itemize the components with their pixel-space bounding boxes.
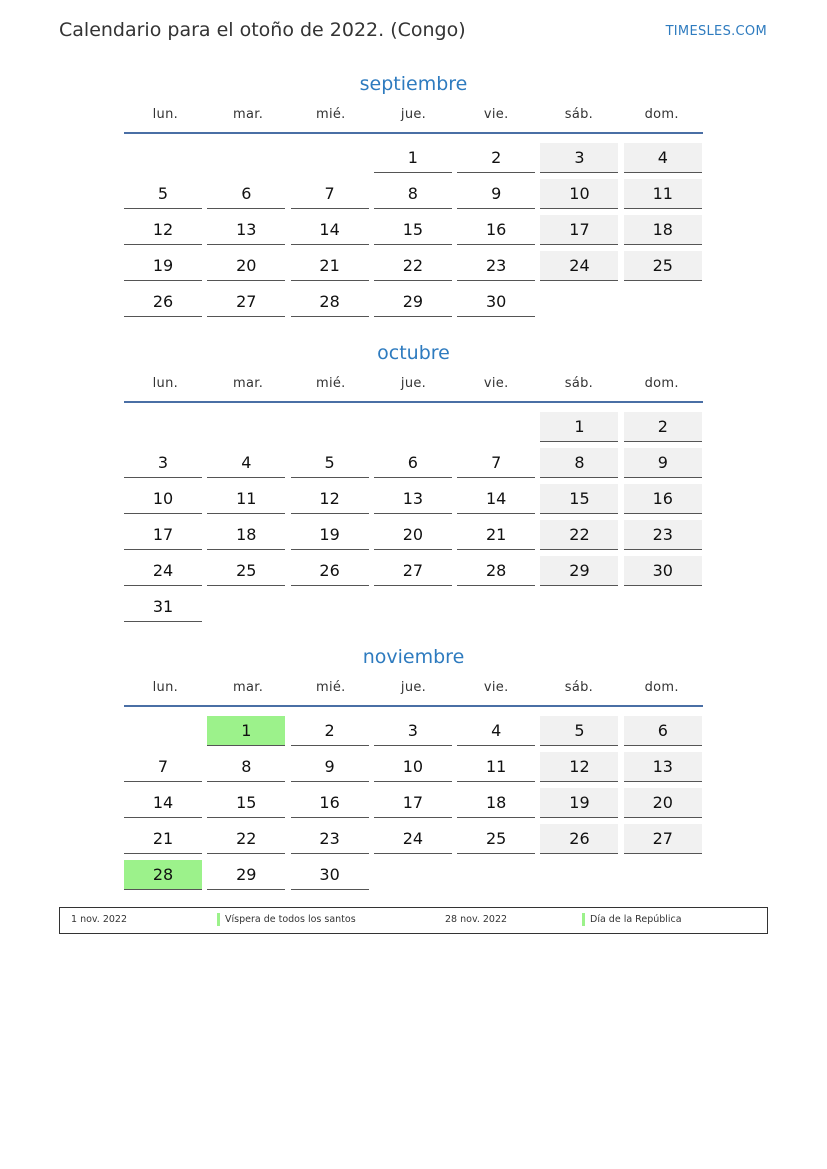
day-cell: 1 [374,143,452,173]
empty-day-cell [374,860,452,890]
week-row [124,174,703,210]
day-cell: 25 [207,556,285,586]
empty-day-cell [540,860,618,890]
empty-day-cell [457,860,535,890]
empty-day-cell [624,287,702,317]
weekday-header-row [124,106,703,134]
day-cell: 21 [457,520,535,550]
empty-day-cell [374,592,452,622]
week-row [124,551,703,587]
day-cell: 15 [540,484,618,514]
weekday-header-row [124,679,703,707]
day-cell: 14 [291,215,369,245]
empty-day-cell [457,412,535,442]
day-cell: 4 [207,448,285,478]
day-cell: 22 [374,251,452,281]
page-title: Calendario para el otoño de 2022. (Congo) [59,19,466,41]
empty-day-cell [291,143,369,173]
empty-day-cell [124,412,202,442]
day-cell: 8 [374,179,452,209]
day-cell: 3 [124,448,202,478]
week-row [124,747,703,783]
day-cell: 10 [374,752,452,782]
day-cell: 29 [540,556,618,586]
day-cell: 1 [540,412,618,442]
weekday-label: mar. [233,680,264,695]
day-cell: 30 [291,860,369,890]
holiday-day-cell: 1 [207,716,285,746]
weekday-header-row [124,375,703,403]
weeks-grid [124,138,703,318]
week-row [124,783,703,819]
week-row [124,210,703,246]
weeks-grid [124,711,703,891]
empty-day-cell [207,592,285,622]
day-cell: 3 [374,716,452,746]
empty-day-cell [124,716,202,746]
month-title: octubre [377,342,450,364]
empty-day-cell [540,592,618,622]
day-cell: 14 [457,484,535,514]
day-cell: 26 [540,824,618,854]
day-cell: 23 [457,251,535,281]
day-cell: 10 [124,484,202,514]
day-cell: 26 [291,556,369,586]
weekday-label: sáb. [564,107,594,122]
day-cell: 16 [291,788,369,818]
day-cell: 7 [124,752,202,782]
legend-date: 1 nov. 2022 [71,914,127,925]
holiday-color-swatch [582,913,585,926]
day-cell: 15 [374,215,452,245]
empty-day-cell [540,287,618,317]
week-row [124,138,703,174]
week-row [124,587,703,623]
day-cell: 2 [291,716,369,746]
weekday-label: vie. [483,107,509,122]
day-cell: 22 [540,520,618,550]
day-cell: 9 [624,448,702,478]
day-cell: 3 [540,143,618,173]
day-cell: 9 [457,179,535,209]
day-cell: 6 [374,448,452,478]
day-cell: 4 [624,143,702,173]
weekday-label: mar. [233,376,264,391]
week-row [124,282,703,318]
day-cell: 7 [457,448,535,478]
day-cell: 10 [540,179,618,209]
weekday-label: dom. [644,376,679,391]
day-cell: 19 [540,788,618,818]
day-cell: 28 [291,287,369,317]
weekday-label: vie. [483,376,509,391]
weekday-label: sáb. [564,680,594,695]
day-cell: 18 [624,215,702,245]
day-cell: 12 [540,752,618,782]
day-cell: 15 [207,788,285,818]
day-cell: 28 [457,556,535,586]
day-cell: 11 [624,179,702,209]
day-cell: 4 [457,716,535,746]
weekday-label: mié. [315,376,346,391]
empty-day-cell [624,860,702,890]
weekday-label: sáb. [564,376,594,391]
day-cell: 19 [291,520,369,550]
day-cell: 16 [624,484,702,514]
day-cell: 13 [374,484,452,514]
day-cell: 6 [624,716,702,746]
empty-day-cell [374,412,452,442]
legend-holiday-name: Día de la República [590,914,682,925]
month-block-octubre [124,339,703,623]
weekday-label: vie. [483,680,509,695]
day-cell: 13 [624,752,702,782]
day-cell: 18 [207,520,285,550]
day-cell: 27 [624,824,702,854]
day-cell: 17 [124,520,202,550]
holiday-legend [59,907,768,934]
day-cell: 31 [124,592,202,622]
day-cell: 13 [207,215,285,245]
weekday-label: dom. [644,680,679,695]
day-cell: 24 [124,556,202,586]
month-block-noviembre [124,643,703,891]
day-cell: 19 [124,251,202,281]
month-title: noviembre [362,646,465,668]
weekday-label: jue. [400,107,427,122]
day-cell: 9 [291,752,369,782]
weekday-label: jue. [400,376,427,391]
day-cell: 30 [457,287,535,317]
legend-holiday-name: Víspera de todos los santos [225,914,356,925]
day-cell: 23 [624,520,702,550]
weekday-label: lun. [152,107,179,122]
empty-day-cell [291,592,369,622]
weeks-grid [124,407,703,623]
day-cell: 12 [124,215,202,245]
week-row [124,443,703,479]
day-cell: 2 [624,412,702,442]
day-cell: 8 [540,448,618,478]
day-cell: 20 [374,520,452,550]
weekday-label: mié. [315,107,346,122]
empty-day-cell [624,592,702,622]
weekday-label: dom. [644,107,679,122]
month-title: septiembre [359,73,468,95]
empty-day-cell [291,412,369,442]
day-cell: 5 [291,448,369,478]
empty-day-cell [207,412,285,442]
day-cell: 25 [624,251,702,281]
day-cell: 24 [374,824,452,854]
legend-date: 28 nov. 2022 [445,914,508,925]
day-cell: 30 [624,556,702,586]
day-cell: 20 [207,251,285,281]
day-cell: 23 [291,824,369,854]
week-row [124,711,703,747]
day-cell: 8 [207,752,285,782]
week-row [124,515,703,551]
week-row [124,407,703,443]
week-row [124,819,703,855]
weekday-label: mié. [315,680,346,695]
day-cell: 5 [124,179,202,209]
empty-day-cell [457,592,535,622]
day-cell: 6 [207,179,285,209]
day-cell: 29 [374,287,452,317]
day-cell: 24 [540,251,618,281]
day-cell: 14 [124,788,202,818]
day-cell: 29 [207,860,285,890]
week-row [124,479,703,515]
weekday-label: lun. [152,680,179,695]
day-cell: 25 [457,824,535,854]
week-row [124,855,703,891]
weekday-label: jue. [400,680,427,695]
day-cell: 16 [457,215,535,245]
empty-day-cell [124,143,202,173]
day-cell: 20 [624,788,702,818]
holiday-day-cell: 28 [124,860,202,890]
day-cell: 26 [124,287,202,317]
weekday-label: lun. [152,376,179,391]
holiday-color-swatch [217,913,220,926]
day-cell: 18 [457,788,535,818]
day-cell: 17 [374,788,452,818]
site-link[interactable]: TIMESLES.COM [665,24,767,39]
day-cell: 7 [291,179,369,209]
month-block-septiembre [124,70,703,318]
day-cell: 17 [540,215,618,245]
day-cell: 21 [291,251,369,281]
day-cell: 27 [207,287,285,317]
day-cell: 21 [124,824,202,854]
weekday-label: mar. [233,107,264,122]
day-cell: 2 [457,143,535,173]
day-cell: 5 [540,716,618,746]
day-cell: 22 [207,824,285,854]
day-cell: 11 [207,484,285,514]
day-cell: 12 [291,484,369,514]
week-row [124,246,703,282]
empty-day-cell [207,143,285,173]
day-cell: 27 [374,556,452,586]
day-cell: 11 [457,752,535,782]
